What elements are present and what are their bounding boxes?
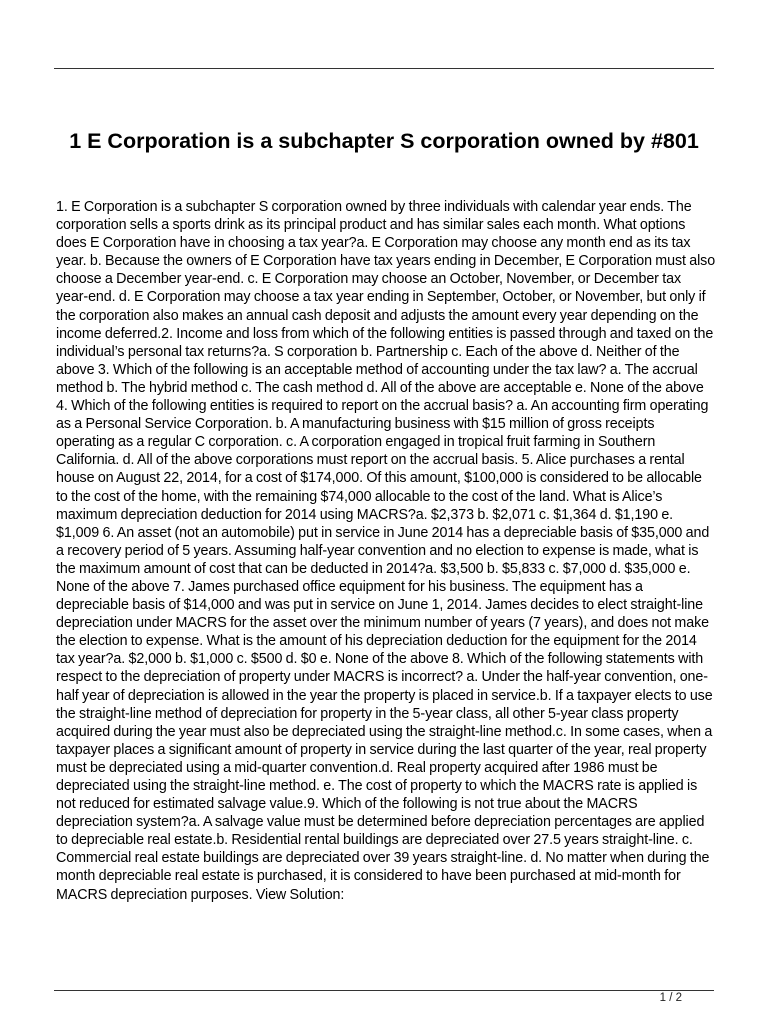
header-divider [54,68,714,69]
footer-divider [54,990,714,991]
page-number: 1 / 2 [659,992,682,1004]
document-title: 1 E Corporation is a subchapter S corporation owned by #801 [69,129,699,153]
document-body: 1. E Corporation is a subchapter S corporation owned by three individuals with calendar year ends. The corporation sells a sports drink as its principal product and has similar sales each month. What options does E Corporation have in choosing a tax year?a. E Corporation may choose any month end as its tax year. b. Because the owners of E Corporation have tax years ending in December, E Corporation must also choose a December year-end. c. E Corporation may choose an October, November, or December tax year-end. d. E Corporation may choose a tax year ending in September, October, or November, but only if the corporation also makes an annual cash deposit and adjusts the amount every year depending on the income deferred.2. Income and loss from which of the following entities is passed through and taxed on the individual’s personal tax returns?a. S corporation b. Partnership c. Each of the above d. Neither of the above 3. Which of the following is an acceptable method of accounting under the tax law? a. The accrual method b. The hybrid method c. The cash method d. All of the above are acceptable e. None of the above 4. Which of the following entities is required to report on the accrual basis? a. An accounting firm operating as a Personal Service Corporation. b. A manufacturing business with $15 million of gross receipts operating as a regular C corporation. c. A corporation engaged in tropical fruit farming in Southern California. d. All of the above corporations must report on the accrual basis. 5. Alice purchases a rental house on August 22, 2014, for a cost of $174,000. Of this amount, $100,000 is considered to be allocable to the cost of the home, with the remaining $74,000 allocable to the cost of the land. What is Alice’s maximum depreciation deduction for 2014 using MACRS?a. $2,373 b. $2,071 c. $1,364 d. $1,190 e. $1,009 6. An asset (not an automobile) put in service in June 2014 has a depreciable basis of $35,000 and a recovery period of 5 years. Assuming half-year convention and no election to expense is made, what is the maximum amount of cost that can be deducted in 2014?a. $3,500 b. $5,833 c. $7,000 d. $35,000 e. None of the above 7. James purchased office equipment for his business. The equipment has a depreciable basis of $14,000 and was put in service on June 1, 2014. James decides to elect straight-line depreciation under MACRS for the asset over the minimum number of years (7 years), and does not make the election to expense. What is the amount of his depreciation deduction for the equipment for the 2014 tax year?a. $2,000 b. $1,000 c. $500 d. $0 e. None of the above 8. Which of the following statements with respect to the depreciation of property under MACRS is incorrect? a. Under the half-year convention, one-half year of depreciation is allowed in the year the property is placed in service.b. If a taxpayer elects to use the straight-line method of depreciation for property in the 5-year class, all other 5-year class property acquired during the year must also be depreciated using the straight-line method.c. In some cases, when a taxpayer places a significant amount of property in service during the last quarter of the year, real property must be depreciated using a mid-quarter convention.d. Real property acquired after 1986 must be depreciated using the straight-line method. e. The cost of property to which the MACRS rate is applied is not reduced for estimated salvage value.9. Which of the following is not true about the MACRS depreciation system?a. A salvage value must be determined before depreciation percentages are applied to depreciable real estate.b. Residential rental buildings are depreciated over 27.5 years straight-line. c. Commercial real estate buildings are depreciated over 39 years straight-line. d. No matter when during the month depreciable real estate is purchased, it is considered to have been purchased at mid-month for MACRS depreciation purposes. View Solution: [56,199,716,903]
